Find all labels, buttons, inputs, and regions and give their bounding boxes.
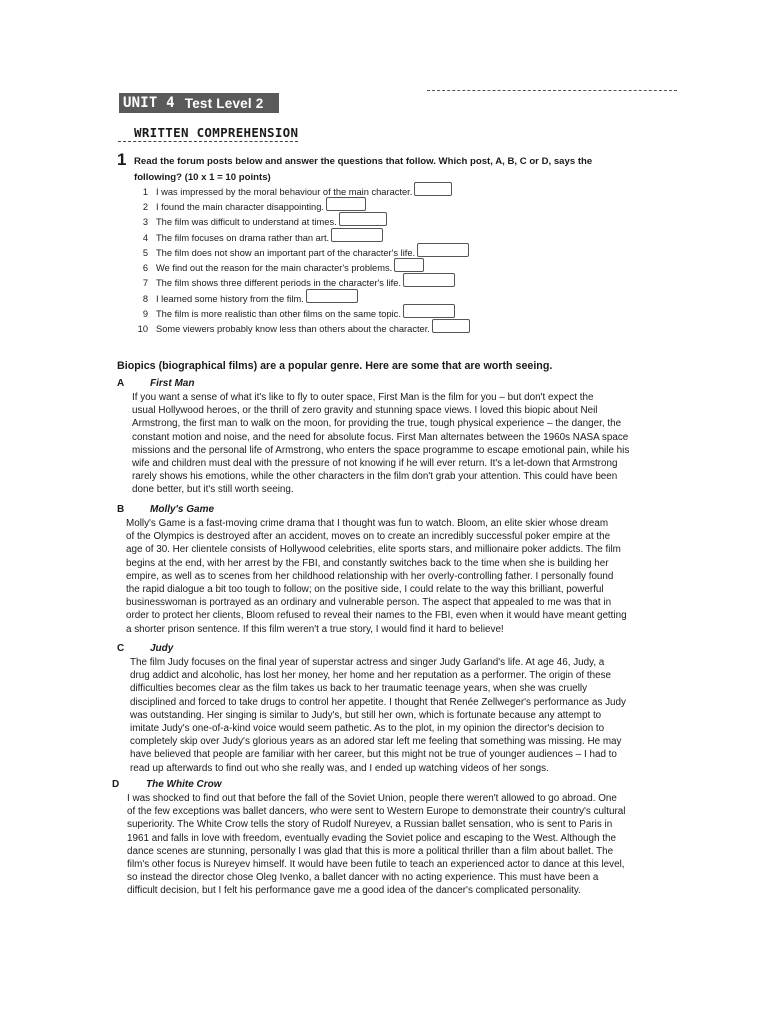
entry-letter: A: [117, 378, 125, 389]
passage-heading: Biopics (biographical films) are a popular genre. Here are some that are worth seeing.: [117, 360, 553, 372]
question-text: The film focuses on drama rather than art.: [156, 232, 330, 243]
answer-box[interactable]: [403, 304, 455, 318]
question-item: [128, 322, 588, 337]
entry-letter: B: [117, 504, 125, 515]
question-number: 3: [142, 217, 148, 228]
answer-box[interactable]: [417, 243, 469, 257]
question-number: 9: [142, 309, 148, 320]
entry-text: The film Judy focuses on the final year of superstar actress and singer Judy Garland's life. At age 46, Judy, a drug addict and alcoholic, has lost her money, her home and her reputation as a performer. The origin of these difficulties becomes clear as the film takes us back to her traumatic teenage years, when she was cruelly disciplined and forced to take drugs to control her appetite. I thought that Renée Zellweger's performance as Judy was outstanding. Her singing is similar to Judy's, but still her own, which is fortunate because any attempt to imitate Judy's one-of-a-kind voice would seem pathetic. As to the plot, in my opinion the director's decision to completely skip over Judy's glorious years as an adored star left me feeling that something was missing. He may have believed that people are familiar with her career, but this might not be true of younger audiences – I had to read up afterwards to find out who she really was, and I ended up watching videos of her songs.: [130, 657, 626, 774]
question-item: [128, 291, 588, 306]
entry-text: I was shocked to find out that before the fall of the Soviet Union, people there weren't allowed to go abroad. One of the few exceptions was ballet dancers, who were sent to Western Europe to demonstrate their country's cultural superiority. The White Crow tells the story of Rudolf Nureyev, a Russian ballet sensation, who is sent to Paris in 1961 and falls in love with freedom, eventually evading the Soviet police and escaping to the West. Although the dance scenes are stunning, personally I was glad that this is more a political thriller than a film about ballet. The film's other focus is Nureyev himself. It would have been futile to teach an experienced actor to dance at this level, so instead the director chose Oleg Ivenko, a ballet dancer with no acting experience. This must have been a difficult decision, but I felt his performance gave me a good idea of the dancer's complicated personality.: [127, 793, 626, 897]
question-text: The film shows three different periods in the character's life.: [156, 278, 401, 289]
question-number: 2: [142, 201, 148, 212]
answer-box[interactable]: [403, 273, 455, 287]
answer-box[interactable]: [432, 319, 470, 333]
question-text: I learned some history from the film.: [156, 293, 304, 304]
section-title: WRITTEN COMPREHENSION: [118, 125, 298, 142]
question-number: 7: [142, 278, 148, 289]
entry-text: Molly's Game is a fast-moving crime drama that I thought was fun to watch. Bloom, an elite skier whose dream of the Olympics is destroyed after an accident, moves on to create an incredibly successful poker empire at the age of 30. Her clientele consists of Hollywood celebrities, elite sports stars, and millionaire poker addicts. The film begins at the end, with her arrest by the FBI, and constantly switches back to the time when she is building her empire, as well as to scenes from her childhood relationship with her overly-controlling father. I personally found the rapid dialogue a bit too tough to follow; on the positive side, I could relate to the way this brilliant, powerful businesswoman is portrayed as an ordinary and vulnerable person. The aspect that appealed to me was that in order to protect her clients, Bloom refused to reveal their names to the FBI, even when it would have meant getting a shorter prison sentence. If this film weren't a true story, I would find it hard to believe!: [126, 518, 627, 635]
exercise-instruction: Read the forum posts below and answer the questions that follow. Which post, A, B, C or D, says the following? (10 x 1 = 10 points): [134, 156, 593, 183]
answer-box[interactable]: [394, 258, 424, 272]
question-number: 5: [142, 247, 148, 258]
question-item: [128, 245, 588, 260]
question-text: The film does not show an important part of the character's life.: [156, 247, 416, 258]
entry-title: Judy: [150, 643, 174, 654]
answer-box[interactable]: [326, 197, 366, 211]
question-item: [128, 276, 588, 291]
entry-title: First Man: [150, 378, 195, 389]
question-number: 10: [137, 324, 148, 335]
question-item: [128, 306, 588, 321]
entry-title: The White Crow: [146, 779, 222, 790]
question-item: [128, 230, 588, 245]
question-number: 1: [142, 186, 148, 197]
question-text: I was impressed by the moral behaviour of the main character.: [156, 186, 413, 197]
question-text: The film is more realistic than other films on the same topic.: [156, 309, 401, 320]
question-text: The film was difficult to understand at times.: [156, 217, 337, 228]
answer-box[interactable]: [339, 212, 387, 226]
name-write-line[interactable]: [427, 84, 677, 91]
question-text: I found the main character disappointing.: [156, 201, 324, 212]
unit-banner: [119, 93, 279, 113]
unit-label: UNIT 4: [123, 95, 175, 111]
question-number: 4: [142, 232, 148, 243]
answer-box[interactable]: [331, 228, 383, 242]
question-list: [128, 184, 588, 337]
entry-title: Molly's Game: [150, 504, 215, 515]
answer-box[interactable]: [414, 182, 452, 196]
question-number: 8: [142, 293, 148, 304]
question-text: Some viewers probably know less than others about the character.: [156, 324, 430, 335]
question-text: We find out the reason for the main character's problems.: [156, 263, 393, 274]
answer-box[interactable]: [306, 289, 358, 303]
question-item: [128, 260, 588, 275]
entry-letter: D: [112, 779, 120, 790]
question-number: 6: [142, 263, 148, 274]
entry-letter: C: [117, 643, 125, 654]
exercise-number: 1: [117, 150, 127, 169]
level-label: Test Level 2: [184, 95, 264, 111]
entry-text: If you want a sense of what it's like to fly to outer space, First Man is the film for you – but don't expect the usual Hollywood heroes, or the thrill of zero gravity and stunning space views. I loved this biopic about Neil Armstrong, the first man to walk on the moon, for providing the true, tough physical experience – the danger, the constant motion and noise, and the need for absolute focus. First Man alternates between the 1960s NASA space missions and the personal life of Armstrong, who enters the space programme to escape emotional pain, while his wife and children must deal with the pressure of not knowing if he will ever return. It's a let-down that Armstrong rarely shows his emotions, while the other characters in the film don't grab your attention. This could have been done better, but it's still worth seeing.: [132, 392, 630, 496]
